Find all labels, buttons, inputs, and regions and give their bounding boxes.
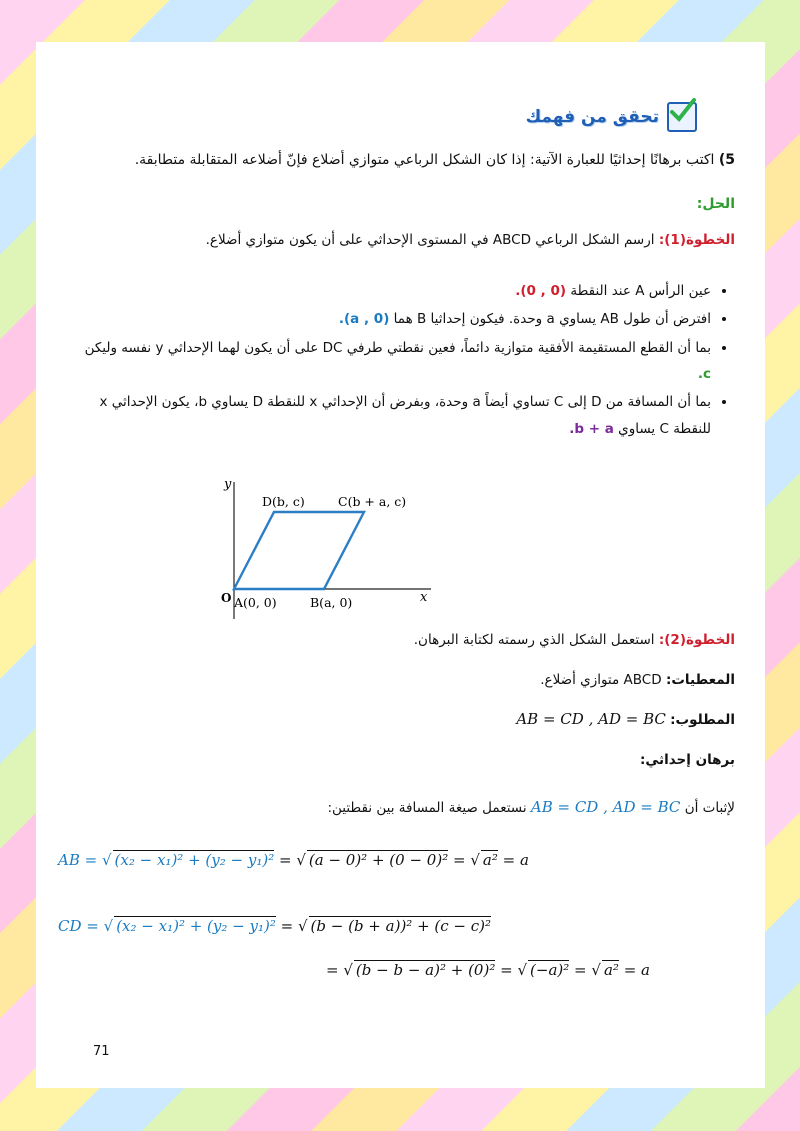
eq1-formula: (x₂ − x₁)² + (y₂ − y₁)² (114, 851, 275, 869)
header-title: تحقق من فهمك (525, 107, 659, 127)
equation-ab: AB = √ (x₂ − x₁)² + (y₂ − y₁)² = √ (a − 0)² + (0 − 0)² = √ a² = a (58, 851, 529, 869)
given-text: ABCD متوازي أضلاع. (540, 672, 662, 688)
step1-label: الخطوة(1): (658, 232, 735, 248)
step1 (55, 232, 735, 248)
parallelogram-graph (206, 474, 436, 624)
required-text: AB = CD , AD = BC (516, 710, 666, 728)
bullet-list (75, 278, 735, 444)
equation-cd: CD = √ (x₂ − x₁)² + (y₂ − y₁)² = √ (b − (b + a))² + (c − c)² (58, 917, 492, 935)
equation-cd-line2: = √ (b − b − a)² + (0)² = √ (−a)² = √ a² = a (326, 961, 650, 979)
proof-intro-prefix: لإثبات أن (684, 800, 735, 816)
page (36, 42, 765, 1088)
check-understanding-header (526, 102, 697, 132)
point-d-label: D(b, c) (262, 494, 305, 509)
parallelogram (234, 512, 364, 589)
question (55, 152, 735, 168)
checkmark-icon (667, 102, 697, 132)
proof-intro-eq: AB = CD , AD = BC (530, 798, 681, 816)
step2 (55, 632, 735, 648)
bullet-item: • بما أن القطع المستقيمة الأفقية متوازية دائماً، فعين نقطتي طرفي DC على أن يكون لهما الإحداثي y نفسه وليكن c. (75, 335, 711, 388)
eq2-line2-b: (−a)² (530, 961, 570, 979)
eq2-mid: (b − (b + a))² + (c − c)² (310, 917, 492, 935)
step2-text: استعمل الشكل الذي رسمته لكتابة البرهان. (413, 632, 655, 648)
question-text: اكتب برهانًا إحداثيًا للعبارة الآتية: إذا كان الشكل الرباعي متوازي أضلاع فإنّ أضلاعه المتقابلة متطابقة. (134, 152, 715, 168)
proof-intro (327, 798, 735, 816)
given (540, 672, 735, 688)
bullet-item: • افترض أن طول AB يساوي a وحدة. فيكون إحداثيا B هما (a , 0). (75, 306, 711, 332)
eq2-formula: (x₂ − x₁)² + (y₂ − y₁)² (116, 917, 276, 935)
step2-label: الخطوة(2): (658, 632, 735, 648)
point-a-label: A(0, 0) (234, 595, 277, 610)
eq2-line2-c: a² (603, 961, 619, 979)
point-c-label: C(b + a, c) (338, 494, 407, 509)
proof-intro-suffix: نستعمل صيغة المسافة بين نقطتين: (327, 800, 527, 816)
eq2-line2-d: = a (623, 961, 650, 979)
eq1-r2: = a (502, 851, 529, 869)
eq2-line2-a: (b − b − a)² + (0)² (355, 961, 496, 979)
bullet-item: • عين الرأس A عند النقطة (0 , 0). (75, 278, 711, 304)
point-b-label: B(a, 0) (310, 595, 353, 610)
given-label: المعطيات: (665, 672, 735, 688)
eq1-lhs: AB = (58, 851, 98, 869)
solution-label: الحل: (696, 196, 735, 212)
y-axis-label: y (224, 477, 232, 492)
required-label: المطلوب: (670, 712, 735, 728)
eq2-lhs: CD = (58, 917, 99, 935)
eq1-r1: a² (482, 851, 498, 869)
page-number: 71 (93, 1044, 110, 1059)
origin-label: O (221, 591, 232, 605)
required (516, 710, 735, 728)
question-number: 5) (718, 152, 735, 168)
proof-label: برهان إحداثي: (639, 752, 735, 768)
eq1-mid: (a − 0)² + (0 − 0)² (308, 851, 449, 869)
step1-text: ارسم الشكل الرباعي ABCD في المستوى الإحداثي على أن يكون متوازي أضلاع. (205, 232, 655, 248)
x-axis-label: x (420, 590, 428, 605)
bullet-item: • بما أن المسافة من D إلى C تساوي أيضاً a وحدة، وبفرض أن الإحداثي x للنقطة D يساوي b، يكون الإحداثي x للنقطة C يساوي b + a. (75, 389, 711, 442)
